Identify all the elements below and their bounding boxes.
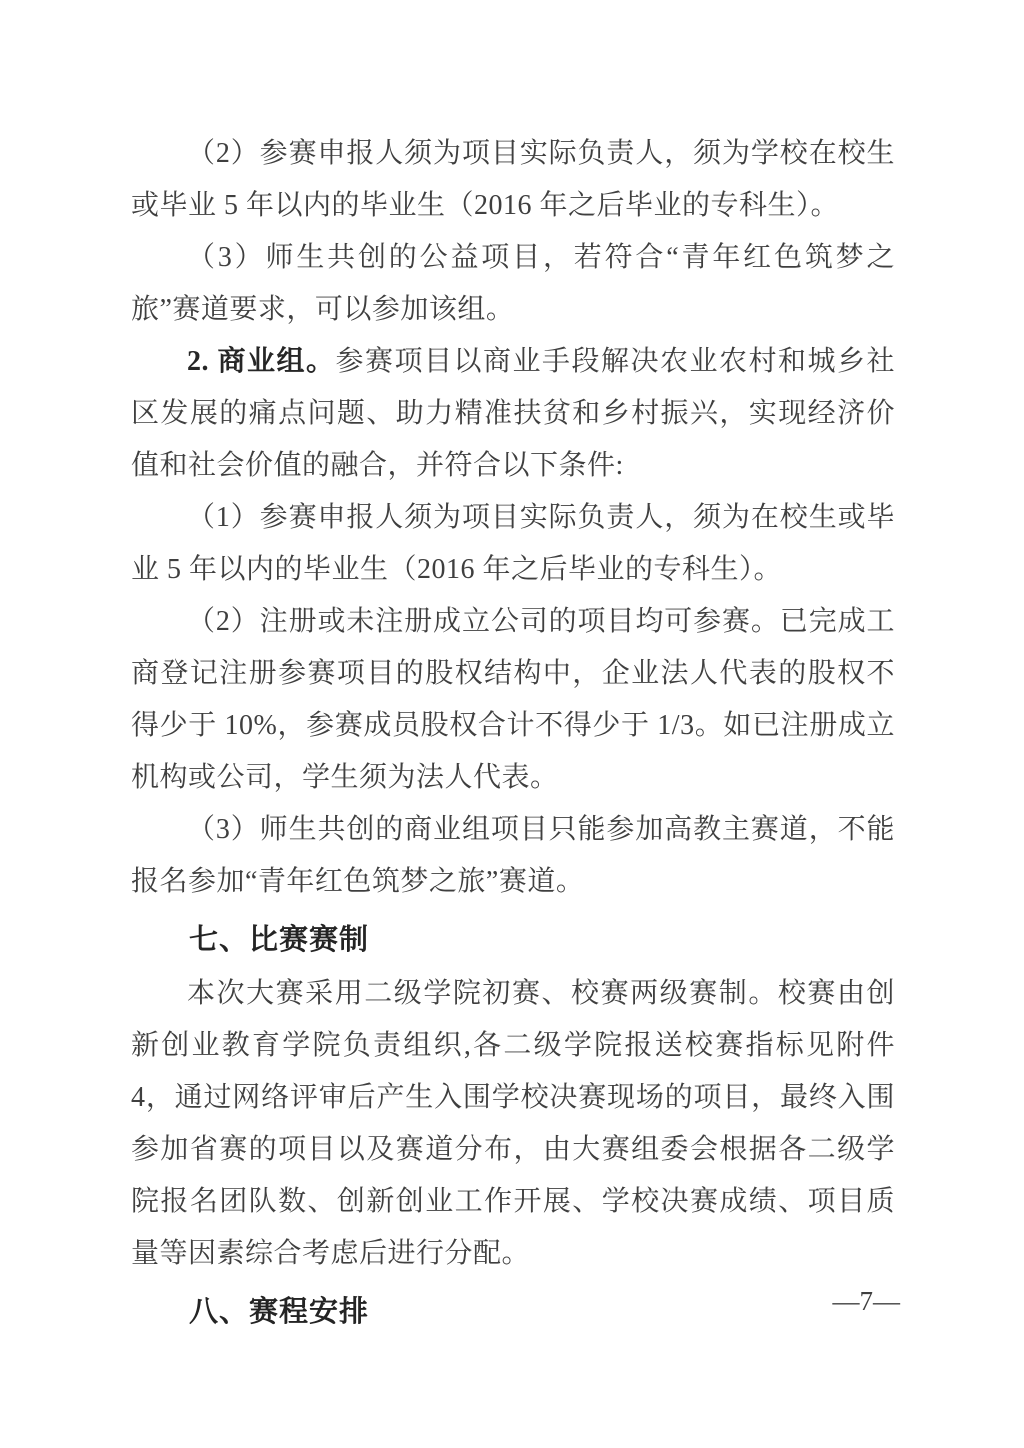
paragraph-business-group-intro [131,336,895,492]
paragraph-business-item-2: （2）注册或未注册成立公司的项目均可参赛。已完成工商登记注册参赛项目的股权结构中，企业法人代表的股权不得少于 10%，参赛成员股权合计不得少于 1/3。如已注册成立机构或公司，学生须为法人代表。 [131,606,895,793]
paragraph-eligibility-item-3: （3）师生共创的公益项目，若符合“青年红色筑梦之旅”赛道要求，可以参加该组。 [131,242,895,325]
section-heading-8-schedule: 八、赛程安排 [189,1296,370,1328]
page-number: —7— [832,1286,900,1316]
page-content [131,128,895,1340]
paragraph-competition-format-body: 本次大赛采用二级学院初赛、校赛两级赛制。校赛由创新创业教育学院负责组织,各二级学院报送校赛指标见附件 4，通过网络评审后产生入围学校决赛现场的项目，最终入围参加省赛的项目以及赛道分布，由大赛组委会根据各二级学院报名团队数、创新创业工作开展、学校决赛成绩、项目质量等因素综合考虑后进行分配。 [131,978,895,1269]
paragraph-business-item-1: （1）参赛申报人须为项目实际负责人，须为在校生或毕业 5 年以内的毕业生（2016 年之后毕业的专科生）。 [131,502,895,585]
business-group-intro-text: 参赛项目以商业手段解决农业农村和城乡社区发展的痛点问题、助力精准扶贫和乡村振兴，实现经济价值和社会价值的融合，并符合以下条件: [131,346,895,481]
paragraph-business-item-3: （3）师生共创的商业组项目只能参加高教主赛道，不能报名参加“青年红色筑梦之旅”赛道。 [131,814,895,897]
paragraph-eligibility-item-2: （2）参赛申报人须为项目实际负责人，须为学校在校生或毕业 5 年以内的毕业生（2016 年之后毕业的专科生）。 [131,138,895,221]
business-group-label: 2. 商业组。 [187,346,336,377]
section-heading-7-competition-format: 七、比赛赛制 [189,924,370,956]
